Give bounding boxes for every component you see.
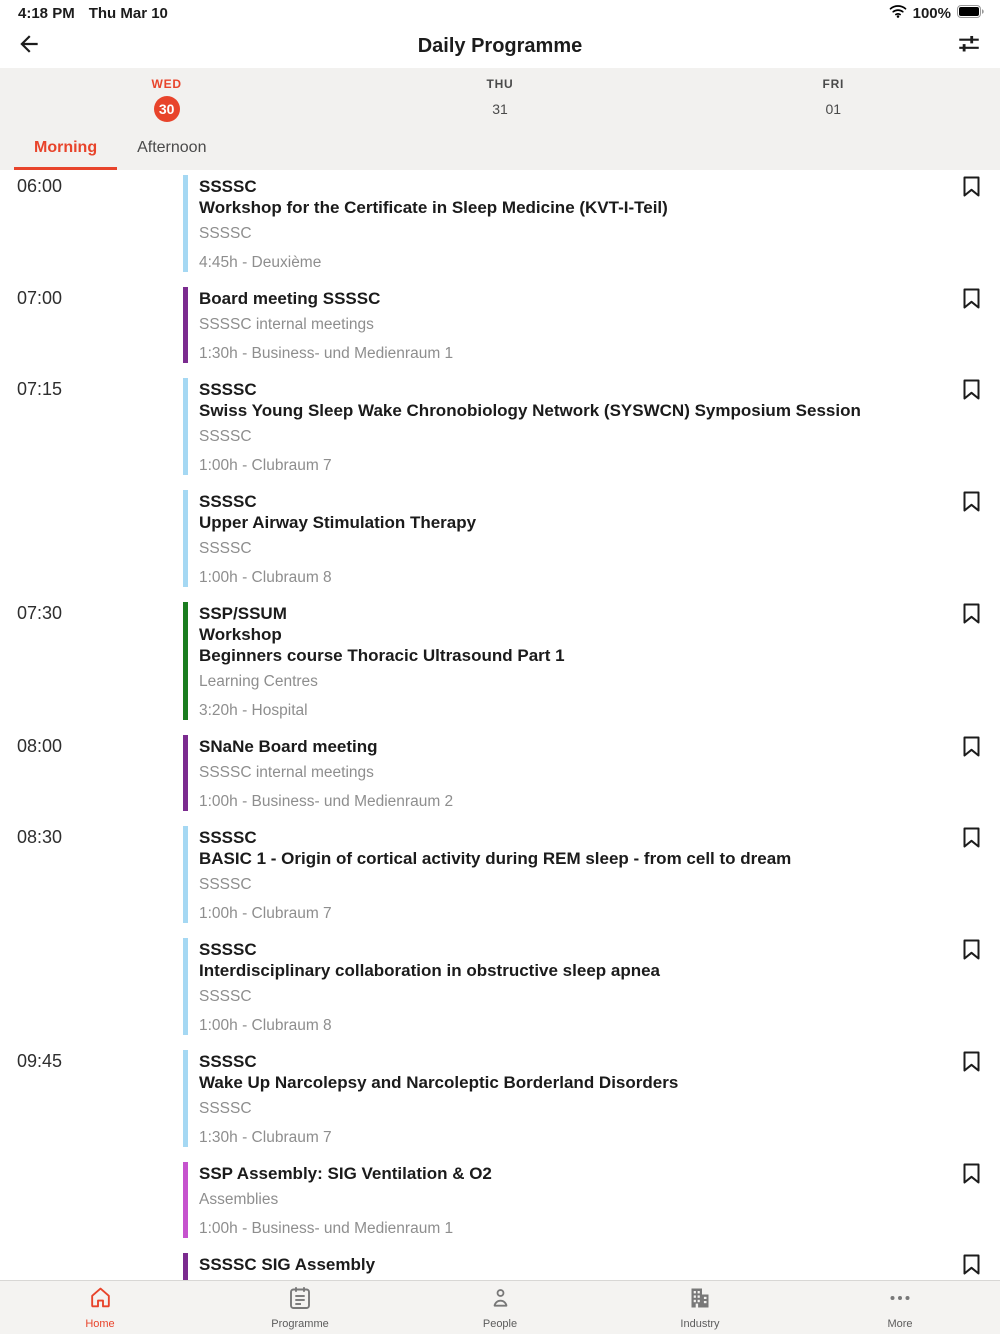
sliders-icon <box>956 31 982 62</box>
event-title-line: SSSSC <box>199 1052 257 1071</box>
time-label <box>0 490 183 587</box>
day-wed[interactable] <box>0 68 333 129</box>
schedule-row <box>0 1050 1000 1147</box>
back-button[interactable] <box>16 30 48 62</box>
event-title <box>199 288 950 309</box>
bookmark-icon <box>962 1060 981 1077</box>
event-title-line: SNaNe Board meeting <box>199 737 378 756</box>
schedule-row <box>0 490 1000 587</box>
battery-percent: 100% <box>912 4 951 22</box>
day-label: WED <box>151 77 182 91</box>
bottom-nav <box>0 1280 1000 1334</box>
nav-item-programme[interactable] <box>200 1281 400 1334</box>
ellipsis-icon <box>888 1286 912 1315</box>
tab-afternoon[interactable]: Afternoon <box>137 139 207 156</box>
event-card[interactable] <box>183 490 1000 587</box>
time-label: 07:15 <box>17 379 63 399</box>
event-title-line: Board meeting SSSSC <box>199 289 381 308</box>
schedule-row <box>0 287 1000 363</box>
time-label: 09:45 <box>17 1051 63 1071</box>
tab-morning[interactable]: Morning <box>14 129 117 170</box>
bookmark-button[interactable] <box>962 378 981 406</box>
schedule-row <box>0 826 1000 923</box>
event-subtitle: SSSSC <box>199 225 252 242</box>
bookmark-icon <box>962 1263 981 1280</box>
event-meta: 3:20h - Hospital <box>199 702 308 719</box>
header <box>0 24 1000 68</box>
bookmark-icon <box>962 745 981 762</box>
bookmark-button[interactable] <box>962 826 981 854</box>
nav-item-people[interactable] <box>400 1281 600 1334</box>
bookmark-icon <box>962 185 981 202</box>
schedule-row <box>0 938 1000 1035</box>
nav-label: Programme <box>271 1317 329 1330</box>
nav-label: People <box>482 1317 518 1330</box>
bookmark-icon <box>962 297 981 314</box>
schedule-list[interactable] <box>0 170 1000 1281</box>
status-time: 4:18 PM <box>18 4 75 22</box>
time-label: 07:00 <box>17 288 63 308</box>
event-title <box>199 603 950 666</box>
event-subtitle: SSSSC <box>199 1100 252 1117</box>
event-title <box>199 1051 950 1093</box>
event-title-line: SSSSC <box>199 177 257 196</box>
schedule-row <box>0 1162 1000 1238</box>
time-label <box>0 938 183 1035</box>
event-card[interactable] <box>183 938 1000 1035</box>
bookmark-button[interactable] <box>962 1253 981 1281</box>
event-meta: 4:45h - Deuxième <box>199 254 322 271</box>
bookmark-button[interactable] <box>962 490 981 518</box>
event-meta: 1:30h - Clubraum 7 <box>199 1129 332 1146</box>
day-number: 30 <box>154 96 180 122</box>
event-title-line: SSSSC <box>199 492 257 511</box>
building-icon <box>688 1286 712 1315</box>
bookmark-button[interactable] <box>962 602 981 630</box>
event-meta: 1:00h - Business- und Medienraum 2 <box>199 793 454 810</box>
time-label <box>0 1162 183 1238</box>
event-subtitle: SSSSC internal meetings <box>199 316 374 333</box>
time-label: 08:00 <box>17 736 63 756</box>
event-subtitle: Assemblies <box>199 1191 279 1208</box>
event-title-line: SSP Assembly: SIG Ventilation & O2 <box>199 1164 492 1183</box>
event-meta: 1:00h - Clubraum 8 <box>199 1017 332 1034</box>
event-title-line: Workshop for the Certificate in Sleep Medicine (KVT-I-Teil) <box>199 198 668 217</box>
nav-label: Home <box>85 1318 115 1330</box>
event-title-line: Swiss Young Sleep Wake Chronobiology Network (SYSWCN) Symposium Session <box>199 401 861 420</box>
time-label: 08:30 <box>17 827 63 847</box>
event-title-line: Beginners course Thoracic Ultrasound Part 1 <box>199 646 565 665</box>
filter-button[interactable] <box>954 31 984 61</box>
bookmark-button[interactable] <box>962 287 981 315</box>
schedule-row <box>0 378 1000 475</box>
event-title <box>199 176 950 218</box>
event-title-line: SSSSC SIG Assembly <box>199 1255 376 1274</box>
nav-item-more[interactable] <box>800 1281 1000 1334</box>
battery-icon <box>957 5 984 22</box>
event-card[interactable] <box>183 602 1000 720</box>
event-card[interactable] <box>183 1162 1000 1238</box>
event-card[interactable] <box>183 1050 1000 1147</box>
event-meta: 1:00h - Clubraum 7 <box>199 457 332 474</box>
bookmark-button[interactable] <box>962 1050 981 1078</box>
nav-label: Industry <box>680 1317 720 1330</box>
day-thu[interactable] <box>333 68 666 129</box>
day-number: 01 <box>825 101 842 117</box>
bookmark-icon <box>962 388 981 405</box>
page-title: Daily Programme <box>417 34 583 57</box>
event-card[interactable] <box>183 287 1000 363</box>
event-title <box>199 491 950 533</box>
event-meta: 1:00h - Clubraum 8 <box>199 569 332 586</box>
day-fri[interactable] <box>667 68 1000 129</box>
event-title-line: SSSSC <box>199 828 257 847</box>
event-title-line: Wake Up Narcolepsy and Narcoleptic Borderland Disorders <box>199 1073 679 1092</box>
status-date: Thu Mar 10 <box>88 4 168 22</box>
date-selector <box>0 68 1000 129</box>
event-title-line: Workshop <box>199 625 282 644</box>
bookmark-icon <box>962 836 981 853</box>
calendar-icon <box>289 1286 311 1315</box>
bookmark-icon <box>962 500 981 517</box>
back-arrow-icon <box>16 31 42 62</box>
event-subtitle: SSSSC <box>199 876 252 893</box>
bookmark-button[interactable] <box>962 735 981 763</box>
event-title-line: Interdisciplinary collaboration in obstructive sleep apnea <box>199 961 661 980</box>
nav-label: More <box>887 1317 913 1330</box>
event-subtitle: SSSSC <box>199 540 252 557</box>
schedule-row <box>0 735 1000 811</box>
nav-item-home[interactable] <box>0 1281 200 1334</box>
event-subtitle: Learning Centres <box>199 673 318 690</box>
bookmark-button[interactable] <box>962 1162 981 1190</box>
schedule-row <box>0 175 1000 272</box>
event-title-line: SSSSC <box>199 380 257 399</box>
event-meta: 1:00h - Business- und Medienraum 1 <box>199 1220 454 1237</box>
time-label: 07:30 <box>17 603 63 623</box>
home-icon <box>88 1285 113 1315</box>
event-meta: 1:30h - Business- und Medienraum 1 <box>199 345 454 362</box>
bookmark-icon <box>962 948 981 965</box>
event-title <box>199 939 950 981</box>
event-subtitle: SSSSC <box>199 428 252 445</box>
event-title <box>199 1163 950 1184</box>
bookmark-button[interactable] <box>962 175 981 203</box>
event-title <box>199 1254 950 1275</box>
event-title-line: SSSSC <box>199 940 257 959</box>
day-label: FRI <box>822 77 845 91</box>
event-title-line: BASIC 1 - Origin of cortical activity during REM sleep - from cell to dream <box>199 849 792 868</box>
event-title-line: Upper Airway Stimulation Therapy <box>199 513 477 532</box>
event-title <box>199 827 950 869</box>
tab-strip <box>0 129 1000 170</box>
day-number: 31 <box>492 101 508 117</box>
event-card[interactable] <box>183 735 1000 811</box>
bookmark-button[interactable] <box>962 938 981 966</box>
time-label: 06:00 <box>17 176 63 196</box>
person-icon <box>489 1286 512 1315</box>
bookmark-icon <box>962 1172 981 1189</box>
nav-item-industry[interactable] <box>600 1281 800 1334</box>
status-bar <box>0 0 1000 24</box>
event-subtitle: SSSSC internal meetings <box>199 764 374 781</box>
schedule-row <box>0 602 1000 720</box>
event-card[interactable] <box>183 378 1000 475</box>
event-title <box>199 736 950 757</box>
wifi-icon <box>889 4 907 22</box>
event-meta: 1:00h - Clubraum 7 <box>199 905 332 922</box>
event-card[interactable] <box>183 175 1000 272</box>
event-title <box>199 379 950 421</box>
day-label: THU <box>486 77 514 91</box>
event-subtitle: SSSSC <box>199 988 252 1005</box>
bookmark-icon <box>962 612 981 629</box>
event-card[interactable] <box>183 826 1000 923</box>
event-title-line: SSP/SSUM <box>199 604 287 623</box>
